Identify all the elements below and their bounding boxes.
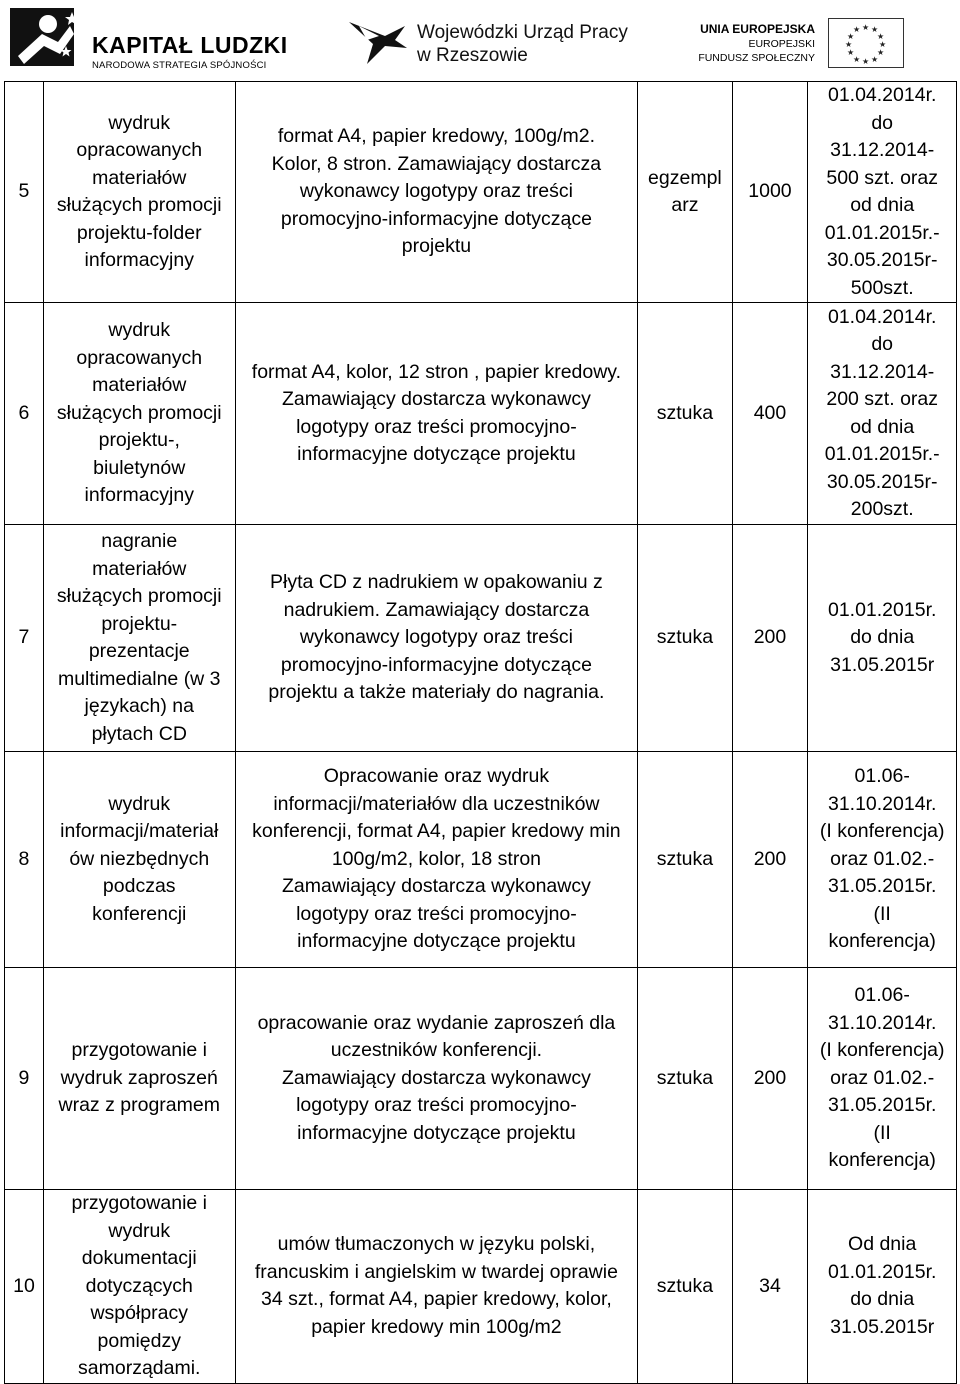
item-name: przygotowanie i wydruk zaproszeń wraz z programem <box>43 968 235 1190</box>
svg-text:★: ★ <box>862 23 870 32</box>
item-unit: sztuka <box>638 1190 732 1384</box>
item-unit: egzempl arz <box>638 82 732 303</box>
kapital-ludzki-title: KAPITAŁ LUDZKI <box>92 32 288 58</box>
item-date: 01.06- 31.10.2014r. (I konferencja) oraz 01.02.- 31.05.2015r. (II konferencja) <box>808 752 957 968</box>
item-name: wydruk opracowanych materiałów służących promocji projektu-folder informacyjny <box>43 82 235 303</box>
item-date: Od dnia 01.01.2015r. do dnia 31.05.2015r <box>808 1190 957 1384</box>
kapital-ludzki-subtitle: NARODOWA STRATEGIA SPÓJNOŚCI <box>92 60 267 71</box>
item-quantity: 200 <box>732 752 808 968</box>
svg-text:★: ★ <box>871 55 879 64</box>
item-unit: sztuka <box>638 303 732 525</box>
item-description: Opracowanie oraz wydruk informacji/materiałów dla uczestników konferencji, format A4, papier kredowy min 100g/m2, kolor, 18 stron Zamawiający dostarcza wykonawcy logotypy oraz treści promocyjno- informacyjne dotyczące projektu <box>235 752 638 968</box>
svg-text:★: ★ <box>871 25 879 34</box>
row-number: 8 <box>5 752 44 968</box>
table-row <box>5 525 957 752</box>
svg-text:★: ★ <box>877 48 885 57</box>
svg-text:★: ★ <box>879 40 887 49</box>
row-number: 6 <box>5 303 44 525</box>
item-date: 01.04.2014r. do 31.12.2014- 500 szt. oraz od dnia 01.01.2015r.- 30.05.2015r- 500szt. <box>808 82 957 303</box>
wup-name-line2: w Rzeszowie <box>417 45 528 66</box>
svg-text:★: ★ <box>847 48 855 57</box>
kapital-ludzki-logo <box>8 4 288 72</box>
item-date: 01.01.2015r. do dnia 31.05.2015r <box>808 525 957 752</box>
table-row <box>5 303 957 525</box>
svg-text:★: ★ <box>845 40 853 49</box>
svg-text:★: ★ <box>847 32 855 41</box>
item-quantity: 200 <box>732 525 808 752</box>
wup-rzeszow-logo <box>345 12 635 70</box>
svg-text:★: ★ <box>853 25 861 34</box>
row-number: 5 <box>5 82 44 303</box>
table-row <box>5 968 957 1190</box>
row-number: 7 <box>5 525 44 752</box>
item-description: Płyta CD z nadrukiem w opakowaniu z nadrukiem. Zamawiający dostarcza wykonawcy logotypy oraz treści promocyjno-informacyjne dotyczące projektu a także materiały do nagrania. <box>235 525 638 752</box>
item-unit: sztuka <box>638 752 732 968</box>
item-date: 01.06- 31.10.2014r. (I konferencja) oraz 01.02.- 31.05.2015r. (II konferencja) <box>808 968 957 1190</box>
item-quantity: 1000 <box>732 82 808 303</box>
item-name: nagranie materiałów służących promocji projektu- prezentacje multimedialne (w 3 językach) na płytach CD <box>43 525 235 752</box>
item-description: opracowanie oraz wydanie zaproszeń dla uczestników konferencji. Zamawiający dostarcza wykonawcy logotypy oraz treści promocyjno- informacyjne dotyczące projektu <box>235 968 638 1190</box>
item-date: 01.04.2014r. do 31.12.2014- 200 szt. oraz od dnia 01.01.2015r.- 30.05.2015r- 200szt. <box>808 303 957 525</box>
table-row <box>5 82 957 303</box>
item-quantity: 34 <box>732 1190 808 1384</box>
item-description: format A4, papier kredowy, 100g/m2. Kolor, 8 stron. Zamawiający dostarcza wykonawcy logotypy oraz treści promocyjno-informacyjne dotyczące projektu <box>235 82 638 303</box>
order-items-table <box>4 81 957 1384</box>
item-description: umów tłumaczonych w języku polski, francuskim i angielskim w twardej oprawie 34 szt., format A4, papier kredowy, kolor, papier kredowy min 100g/m2 <box>235 1190 638 1384</box>
kapital-ludzki-emblem-icon <box>8 4 86 72</box>
table-row <box>5 752 957 968</box>
eu-line3: FUNDUSZ SPOŁECZNY <box>698 52 815 64</box>
item-unit: sztuka <box>638 968 732 1190</box>
item-name: przygotowanie i wydruk dokumentacji dotyczących współpracy pomiędzy samorządami. <box>43 1190 235 1384</box>
wup-name-line1: Wojewódzki Urząd Pracy <box>417 22 628 43</box>
eu-line1: UNIA EUROPEJSKA <box>700 22 815 36</box>
page-header <box>0 0 960 80</box>
item-name: wydruk opracowanych materiałów służących promocji projektu-, biuletynów informacyjny <box>43 303 235 525</box>
svg-text:★: ★ <box>862 57 870 66</box>
row-number: 9 <box>5 968 44 1190</box>
eu-logo <box>700 18 955 72</box>
eu-line2: EUROPEJSKI <box>748 38 815 50</box>
table-row <box>5 1190 957 1384</box>
item-description: format A4, kolor, 12 stron , papier kredowy. Zamawiający dostarcza wykonawcy logotypy oraz treści promocyjno- informacyjne dotyczące projektu <box>235 303 638 525</box>
item-name: wydruk informacji/materiał ów niezbędnych podczas konferencji <box>43 752 235 968</box>
item-unit: sztuka <box>638 525 732 752</box>
eu-flag-icon <box>828 18 904 68</box>
item-quantity: 400 <box>732 303 808 525</box>
svg-text:★: ★ <box>877 32 885 41</box>
svg-text:★: ★ <box>853 55 861 64</box>
wup-bird-icon <box>345 14 411 68</box>
row-number: 10 <box>5 1190 44 1384</box>
item-quantity: 200 <box>732 968 808 1190</box>
